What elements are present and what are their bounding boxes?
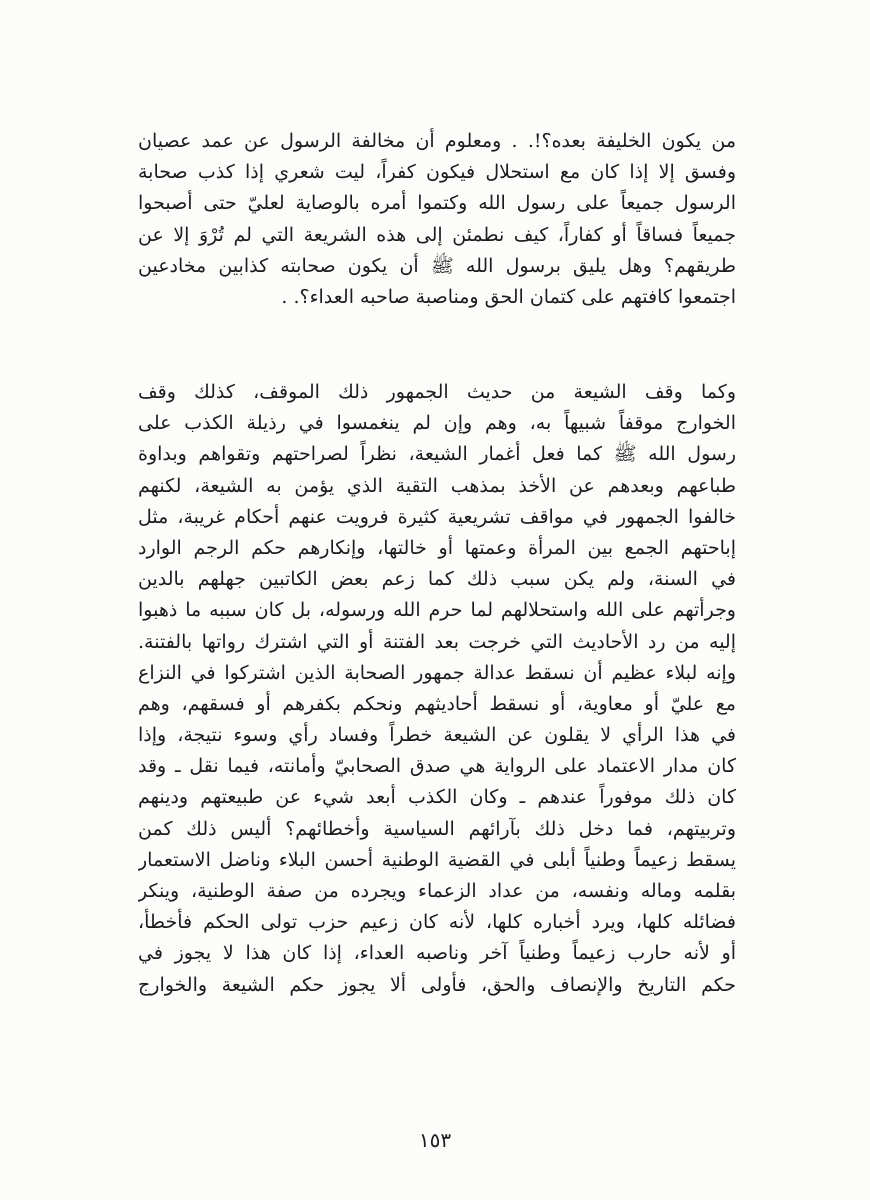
- text-line: أو لأنه حارب زعيماً وطنياً آخر وناصبه العداء، إذا كان هذا لا يجوز في: [138, 942, 736, 965]
- text-line: بقلمه وماله ونفسه، من عداد الزعماء ويجرده من صفة الوطنية، وينكر: [138, 880, 736, 902]
- text-line: وفسق إلا إذا كان مع استحلال فيكون كفراً، ليت شعري إذا كذب صحابة: [138, 161, 736, 184]
- text-line: في السنة، ولم يكن سبب ذلك كما زعم بعض الكاتبين جهلهم بالدين: [138, 568, 736, 591]
- text-line: الخوارج موقفاً شبيهاً به، وهم وإن لم ينغمسوا في رذيلة الكذب على: [138, 412, 736, 435]
- text-line: إليه من رد الأحاديث التي خرجت بعد الفتنة أو التي اشترك رواتها بالفتنة.: [138, 630, 736, 653]
- text-line: خالفوا الجمهور في مواقف تشريعية كثيرة فرويت عنهم أحكام غريبة، مثل: [138, 505, 736, 528]
- text-line: وكما وقف الشيعة من حديث الجمهور ذلك الموقف، كذلك وقف: [138, 381, 736, 403]
- text-line: من يكون الخليفة بعده؟!. . ومعلوم أن مخالفة الرسول عن عمد عصيان: [138, 130, 736, 152]
- text-line: وتربيتهم، فما دخل ذلك بآرائهم السياسية وأخطائهم؟ أليس ذلك كمن: [138, 817, 736, 840]
- text-line: كان ذلك موفوراً عندهم ـ وكان الكذب أبعد شيء عن طبيعتهم ودينهم: [138, 786, 736, 809]
- text-line: وجرأتهم على الله واستحلالهم لما حرم الله ورسوله، بل كان سببه ما ذهبوا: [138, 599, 736, 622]
- page-number: ١٥٣: [418, 1128, 452, 1152]
- text-line: الرسول جميعاً على رسول الله وكتموا أمره بالوصاية لعليّ حتى أصبحوا: [138, 192, 736, 215]
- text-line: حكم التاريخ والإنصاف والحق، فأولى ألا يجوز حكم الشيعة والخوارج: [138, 973, 736, 996]
- text-line: طريقهم؟ وهل يليق برسول الله ﷺ أن يكون صحابته كذابين مخادعين: [138, 254, 736, 277]
- paragraph-2: [138, 377, 736, 1001]
- text-line: فضائله كلها، ويرد أخباره كلها، لأنه كان زعيم حزب تولى الحكم فأخطأ،: [138, 911, 736, 934]
- text-line: كان مدار الاعتماد على الرواية هي صدق الصحابيّ وأمانته، فيما نقل ـ وقد: [138, 755, 736, 778]
- text-line: يسقط زعيماً وطنياً أبلى في القضية الوطنية أحسن البلاء وناضل الاستعمار: [138, 848, 736, 871]
- text-line: طباعهم وبعدهم عن الأخذ بمذهب التقية الذي يؤمن به الشيعة، لكنهم: [138, 474, 736, 497]
- text-line: اجتمعوا كافتهم على كتمان الحق ومناصبة صاحبه العداء؟. .: [281, 285, 736, 308]
- paragraph-1: [138, 126, 736, 313]
- text-line: إباحتهم الجمع بين المرأة وعمتها أو خالتها، وإنكارهم حكم الرجم الوارد: [138, 536, 736, 559]
- text-line: في هذا الرأي لا يقلون عن الشيعة خطراً وفساد رأي وسوء نتيجة، وإذا: [138, 724, 736, 747]
- text-line: رسول الله ﷺ كما فعل أغمار الشيعة، نظراً لصراحتهم وتقواهم وبداوة: [138, 443, 736, 466]
- text-line: جميعاً فساقاً أو كفاراً، كيف نطمئن إلى هذه الشريعة التي لم تُرْوَ إلا عن: [138, 223, 736, 246]
- text-line: وإنه لبلاء عظيم أن نسقط عدالة جمهور الصحابة الذين اشتركوا في النزاع: [138, 661, 736, 684]
- text-line: مع عليّ أو معاوية، أو نسقط أحاديثهم ونحكم بكفرهم أو فسقهم، وهم: [138, 692, 736, 715]
